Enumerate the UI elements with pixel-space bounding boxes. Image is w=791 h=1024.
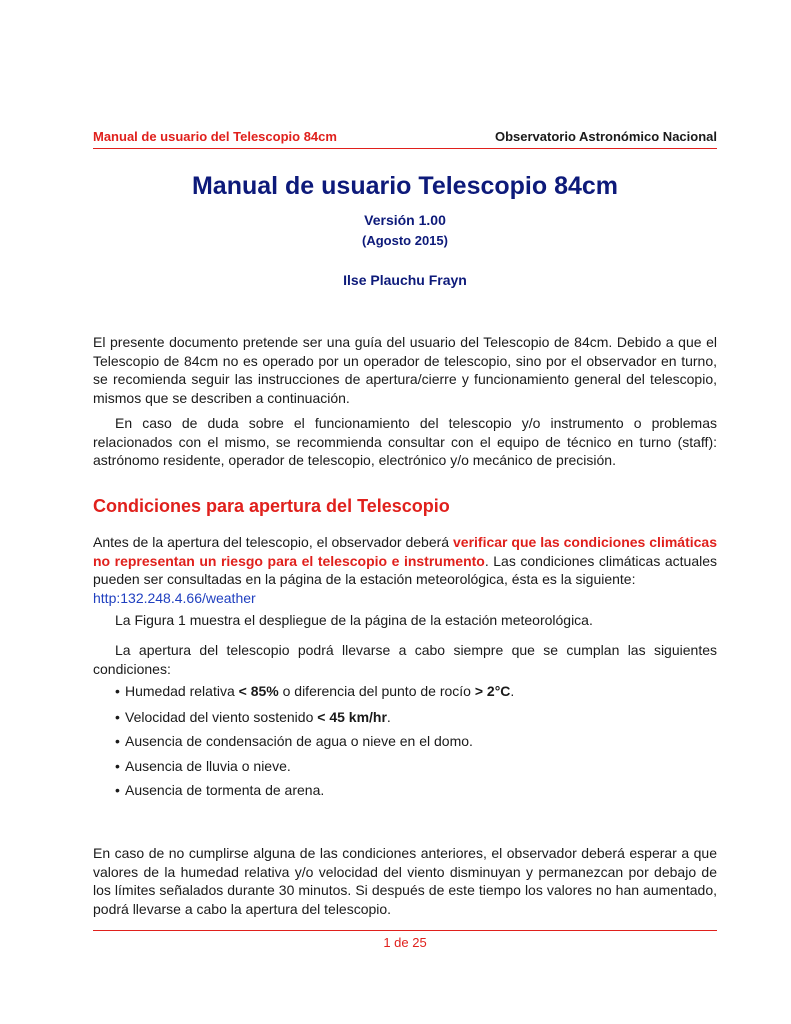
document-author: Ilse Plauchu Frayn [343, 272, 467, 288]
list-item: • Humedad relativa < 85% o diferencia del punto de rocío > 2°C. [115, 683, 515, 699]
bullet-icon: • [115, 683, 120, 699]
section-heading: Condiciones para apertura del Telescopio [93, 496, 450, 516]
intro-paragraph-1: El presente documento pretende ser una guía del usuario del Telescopio de 84cm. Debido a que el Telescopio de 84cm no es operado por un operador de telescopio, sino por el observador en turno, se recomienda seguir las instrucciones de apertura/cierre y funcionamiento general del telescopio, mismos que se describen a continuación. [93, 334, 717, 406]
list-item: • Velocidad del viento sostenido < 45 km/hr. [115, 709, 391, 725]
conditions-text-after: . Las condiciones climáticas actuales pueden ser consultadas en la página de la estación meteorológica, ésta es la siguiente: [93, 552, 717, 587]
weather-station-link[interactable]: http:132.248.4.66/weather [93, 589, 256, 606]
intro-paragraph-2: En caso de duda sobre el funcionamiento del telescopio y/o instrumento o problemas relacionados con el mismo, se recommienda consultar con el equipo de técnico en turno (staff): astrónomo residente, operador de telescopio, electrónico y/o mecánico de precisión. [93, 415, 717, 468]
conditions-paragraph-3: La apertura del telescopio podrá llevarse a cabo siempre que se cumplan las siguientes condiciones: [93, 642, 717, 677]
list-item: • Ausencia de condensación de agua o nieve en el domo. [115, 733, 473, 749]
list-item: • Ausencia de lluvia o nieve. [115, 758, 291, 774]
document-version: Versión 1.00 [364, 212, 446, 228]
bullet-icon: • [115, 782, 120, 798]
conditions-text-before: Antes de la apertura del telescopio, el observador deberá [93, 534, 453, 550]
bullet-icon: • [115, 758, 120, 774]
bullet-icon: • [115, 709, 120, 725]
conditions-paragraph-1 [93, 533, 717, 607]
document-title: Manual de usuario Telescopio 84cm [191, 172, 619, 200]
list-item: • Ausencia de tormenta de arena. [115, 782, 325, 798]
page-number: 1 de 25 [383, 935, 427, 950]
document-date: (Agosto 2015) [362, 233, 448, 248]
header-document-title: Manual de usuario del Telescopio 84cm [93, 129, 337, 144]
running-header [93, 128, 717, 149]
header-institution: Observatorio Astronómico Nacional [494, 129, 717, 144]
conditions-emphasis: verificar que las condiciones climáticas no representan un riesgo para el telescopio e instrumento [93, 534, 717, 569]
document-page [93, 0, 717, 1024]
footer-divider [93, 930, 717, 931]
conditions-paragraph-final: En caso de no cumplirse alguna de las condiciones anteriores, el observador deberá esperar a que valores de la humedad relativa y/o velocidad del viento disminuyan y permanezcan por debajo de los límites señalados durante 30 minutos. Si después de este tiempo los valores no han aumentado, podrá llevarse a cabo la apertura del telescopio. [93, 845, 717, 917]
conditions-paragraph-2: La Figura 1 muestra el despliegue de la página de la estación meteorológica. [115, 612, 593, 628]
bullet-icon: • [115, 733, 120, 749]
